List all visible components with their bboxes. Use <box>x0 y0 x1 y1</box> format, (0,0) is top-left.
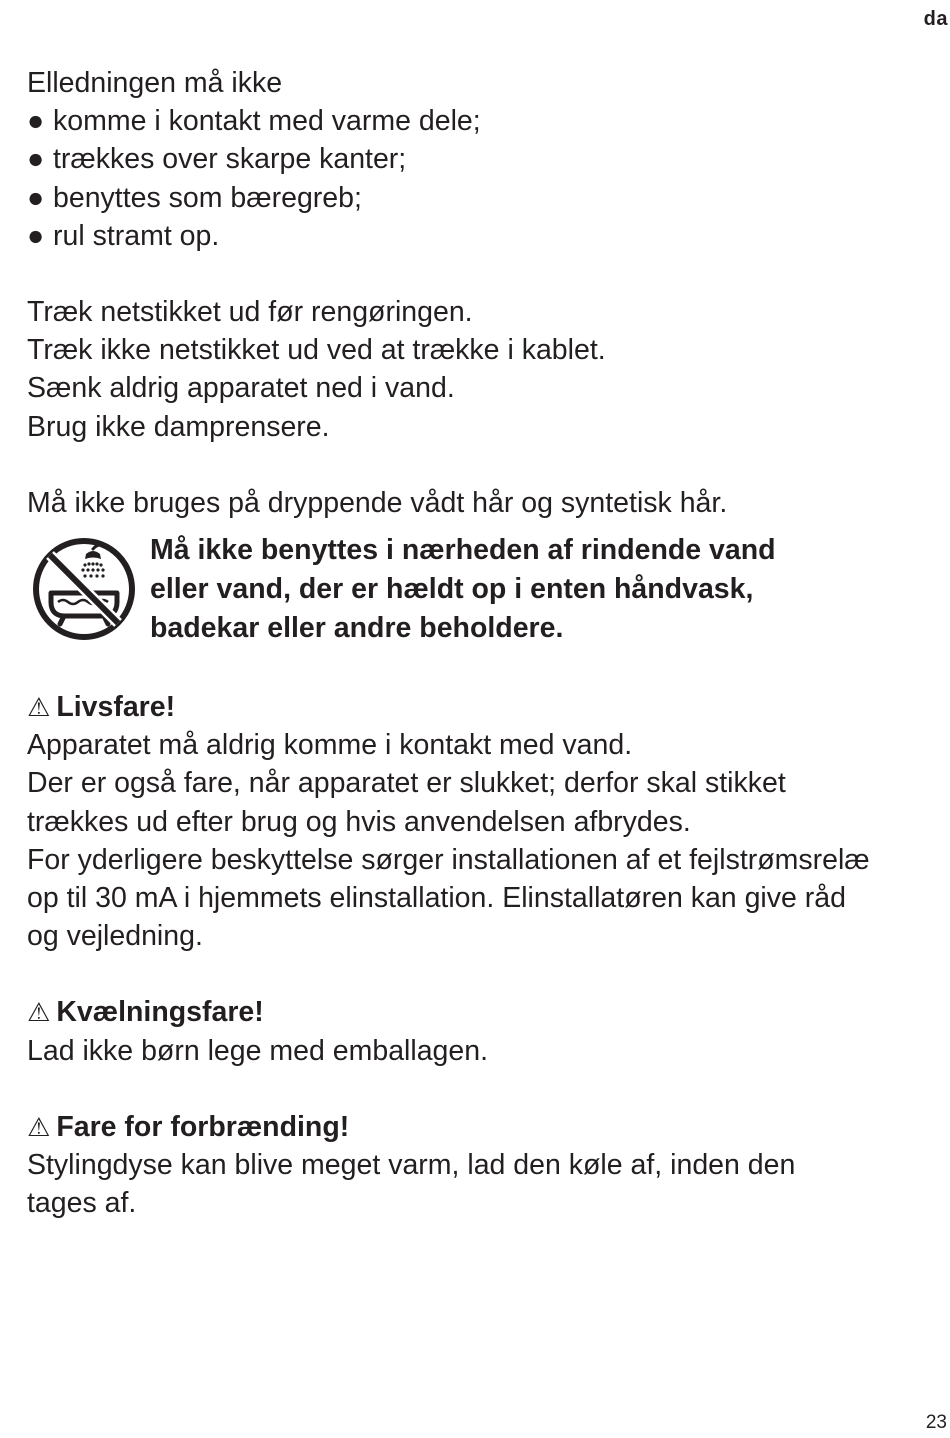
hazard-title: ⚠ Livsfare! <box>27 688 937 726</box>
hazard-line: Lad ikke børn lege med emballagen. <box>27 1034 489 1067</box>
hazard-line: Apparatet må aldrig komme i kontakt med vand. <box>27 729 633 762</box>
cord-intro: Elledningen må ikke <box>27 67 283 99</box>
hazard-title: ⚠ Fare for forbrænding! <box>27 1108 937 1146</box>
cleaning-line: Sænk aldrig apparatet ned i vand. <box>27 372 455 405</box>
hazard-line: For yderligere beskyttelse sørger installationen af et fejlstrømsrelæ <box>27 843 870 876</box>
hazard-suffocation <box>27 993 937 1069</box>
list-item: ● benyttes som bæregreb; <box>27 179 937 217</box>
hazard-burn <box>27 1108 937 1223</box>
manual-page-content <box>27 64 937 1260</box>
hair-warning-text: Må ikke bruges på dryppende vådt hår og syntetisk hår. <box>27 486 728 519</box>
hazard-line: Der er også fare, når apparatet er slukket; derfor skal stikket <box>27 767 786 800</box>
bullet-icon: ● <box>27 219 45 252</box>
page-number: 23 <box>925 1412 947 1433</box>
water-warning <box>27 536 937 648</box>
no-bath-water-icon <box>31 536 137 642</box>
list-item: ● rul stramt op. <box>27 217 937 255</box>
warning-triangle-icon: ⚠ <box>27 1111 51 1142</box>
hazard-line: og vejledning. <box>27 920 203 953</box>
list-item: ● komme i kontakt med varme dele; <box>27 102 937 140</box>
hazard-line: trækkes ud efter brug og hvis anvendelsen afbrydes. <box>27 805 691 838</box>
list-item: ● trækkes over skarpe kanter; <box>27 140 937 178</box>
hazard-line: tages af. <box>27 1187 137 1220</box>
cleaning-line: Træk netstikket ud før rengøringen. <box>27 296 473 329</box>
water-warning-text: Må ikke benyttes i nærheden af rindende vand eller vand, der er hældt op i enten håndvask, badekar eller andre beholdere. <box>150 534 776 645</box>
language-tag: da <box>923 8 948 30</box>
bullet-icon: ● <box>27 105 45 138</box>
cord-section <box>27 64 937 255</box>
hazard-title: ⚠ Kvælningsfare! <box>27 993 937 1031</box>
hazard-line: op til 30 mA i hjemmets elinstallation. Elinstallatøren kan give råd <box>27 882 846 915</box>
bullet-icon: ● <box>27 143 45 176</box>
hair-section <box>27 484 937 522</box>
cleaning-line: Brug ikke damprensere. <box>27 410 330 443</box>
bullet-icon: ● <box>27 181 45 214</box>
hazard-line: Stylingdyse kan blive meget varm, lad den køle af, inden den <box>27 1149 796 1182</box>
hazard-electric-shock <box>27 688 937 955</box>
warning-triangle-icon: ⚠ <box>27 692 51 723</box>
cleaning-section <box>27 293 937 446</box>
warning-triangle-icon: ⚠ <box>27 997 51 1028</box>
cleaning-line: Træk ikke netstikket ud ved at trække i kablet. <box>27 334 606 367</box>
